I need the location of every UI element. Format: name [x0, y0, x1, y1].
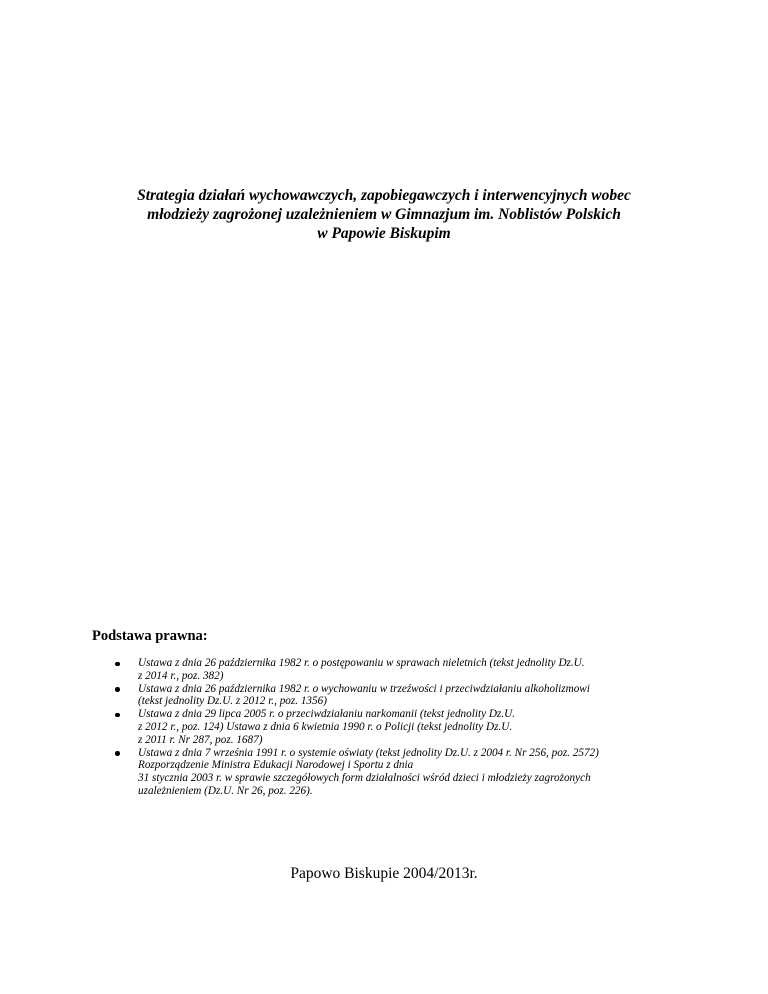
legal-basis-list [92, 657, 712, 798]
legal-basis-item [92, 747, 712, 798]
bullet-icon [115, 751, 120, 756]
legal-basis-item [92, 708, 712, 746]
legal-basis-item [92, 683, 712, 709]
legal-basis-line: uzależnieniem (Dz.U. Nr 26, poz. 226). [138, 784, 313, 797]
legal-basis-line: (tekst jednolity Dz.U. z 2012 r., poz. 1356) [138, 695, 327, 708]
legal-basis-line: z 2012 r., poz. 124) Ustawa z dnia 6 kwietnia 1990 r. o Policji (tekst jednolity Dz.U. [138, 720, 513, 733]
bullet-icon [115, 662, 120, 667]
legal-basis-line: Ustawa z dnia 7 września 1991 r. o systemie oświaty (tekst jednolity Dz.U. z 2004 r. Nr 256, poz. 2572) [138, 746, 599, 759]
legal-basis-line: z 2011 r. Nr 287, poz. 1687) [138, 733, 263, 746]
title-line: w Papowie Biskupim [317, 225, 451, 242]
legal-basis-line: z 2014 r., poz. 382) [138, 669, 224, 682]
legal-basis-line: Rozporządzenie Ministra Edukacji Narodowej i Sportu z dnia [138, 759, 414, 772]
title-line: młodzieży zagrożonej uzależnieniem w Gimnazjum im. Noblistów Polskich [147, 206, 621, 223]
document-title [60, 186, 708, 243]
title-line: Strategia działań wychowawczych, zapobiegawczych i interwencyjnych wobec [137, 187, 631, 204]
bullet-icon [115, 687, 120, 692]
legal-basis-line: Ustawa z dnia 26 października 1982 r. o postępowaniu w sprawach nieletnich (tekst jednolity Dz.U. [138, 657, 585, 669]
footer-place-date: Papowo Biskupie 2004/2013r. [290, 865, 478, 882]
legal-basis-line: Ustawa z dnia 26 października 1982 r. o wychowaniu w trzeźwości i przeciwdziałaniu alkoholizmowi [138, 682, 590, 695]
legal-basis-line: Ustawa z dnia 29 lipca 2005 r. o przeciwdziałaniu narkomanii (tekst jednolity Dz.U. [138, 708, 515, 721]
legal-basis-item [92, 657, 712, 683]
legal-basis-heading: Podstawa prawna: [92, 628, 208, 644]
bullet-icon [115, 713, 120, 718]
legal-basis-line: 31 stycznia 2003 r. w sprawie szczegółowych form działalności wśród dzieci i młodzieży zagrożonych [138, 772, 591, 785]
